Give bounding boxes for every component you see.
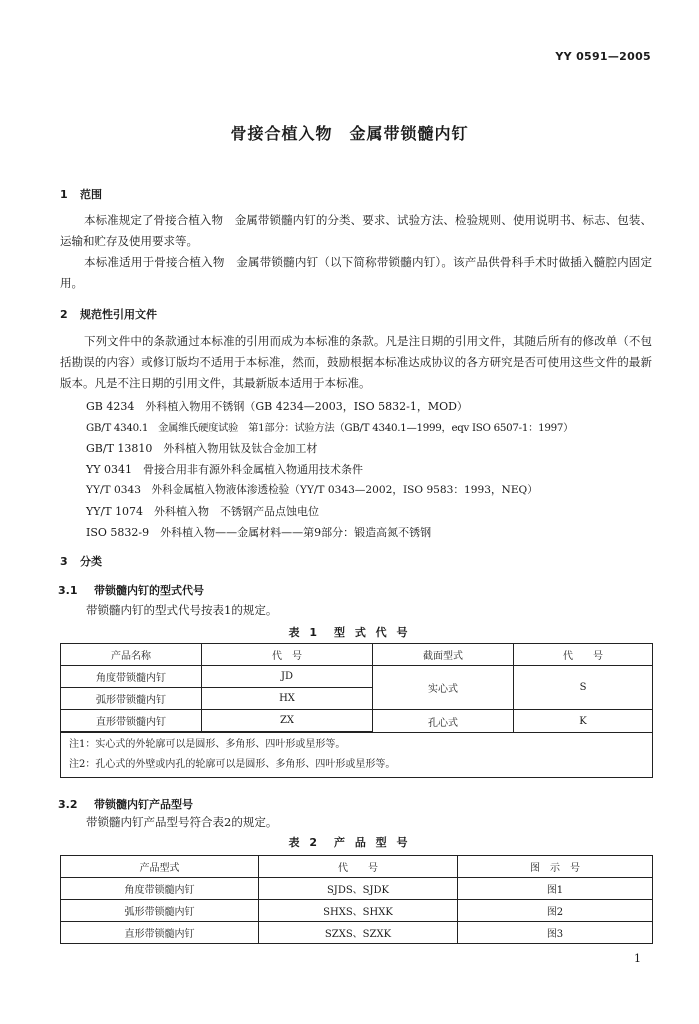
table-row [61, 666, 653, 688]
section-1-heading [60, 186, 102, 202]
section-number: 1 [60, 188, 68, 201]
subsection-3-2-text: 带锁髓内钉产品型号符合表2的规定。 [86, 815, 278, 829]
table-cell: K [514, 710, 653, 733]
paragraph: 本标准适用于骨接合植入物 金属带锁髓内钉（以下简称带锁髓内钉）。该产品供骨科手术时做插入髓腔内固定用。 [60, 255, 652, 290]
table-header: 代 号 [259, 856, 458, 878]
section-title: 范围 [80, 188, 102, 201]
table-note: 注2：孔心式的外壁或内孔的轮廓可以是圆形、多角形、四叶形或星形等。 [69, 759, 396, 770]
table-note: 注1：实心式的外轮廓可以是圆形、多角形、四叶形或星形等。 [69, 739, 346, 750]
table-cell: 角度带锁髓内钉 [61, 666, 202, 688]
table-header: 产品名称 [61, 644, 202, 666]
table-row [61, 710, 653, 732]
section-number: 3.1 [58, 584, 78, 597]
standard-number: YY 0591—2005 [555, 50, 651, 63]
table-cell: 直形带锁髓内钉 [61, 710, 202, 732]
section-1-body [60, 210, 652, 294]
table-row [61, 900, 653, 922]
table-1-caption: 表 1 型 式 代 号 [288, 626, 411, 639]
section-number: 2 [60, 308, 68, 321]
table-cell: 角度带锁髓内钉 [61, 878, 259, 900]
section-2-heading [60, 306, 157, 322]
subsection-3-2-heading [58, 796, 193, 812]
table-cell: JD [202, 666, 373, 688]
reference-item: YY/T 0343 外科金属植入物液体渗透检验（YY/T 0343—2002，ISO 9583：1993，NEQ） [86, 484, 538, 496]
page-number: 1 [634, 952, 641, 965]
table-header: 图 示 号 [458, 856, 653, 878]
reference-item: GB/T 13810 外科植入物用钛及钛合金加工材 [86, 442, 318, 455]
table-row [61, 922, 653, 944]
section-title: 分类 [80, 555, 102, 568]
subsection-3-1-heading [58, 582, 204, 598]
section-title: 规范性引用文件 [80, 308, 157, 321]
table-2-caption: 表 2 产 品 型 号 [288, 836, 411, 849]
table-header: 代 号 [514, 644, 653, 666]
reference-item: GB/T 4340.1 金属维氏硬度试验 第1部分：试验方法（GB/T 4340.1—1999，eqv ISO 6507-1：1997） [86, 422, 574, 434]
paragraph: 下列文件中的条款通过本标准的引用而成为本标准的条款。凡是注日期的引用文件，其随后所有的修改单（不包括勘误的内容）或修订版均不适用于本标准，然而，鼓励根据本标准达成协议的各方研究是否可使用这些文件的最新版本。凡是不注日期的引用文件，其最新版本适用于本标准。 [60, 334, 652, 390]
paragraph: 本标准规定了骨接合植入物 金属带锁髓内钉的分类、要求、试验方法、检验规则、使用说明书、标志、包装、运输和贮存及使用要求等。 [60, 213, 652, 248]
table-cell: 弧形带锁髓内钉 [61, 688, 202, 710]
section-3-heading [60, 553, 102, 569]
table-cell: S [514, 666, 653, 710]
reference-item: YY 0341 骨接合用非有源外科金属植入物通用技术条件 [86, 463, 364, 476]
table-1 [60, 643, 653, 778]
section-title: 带锁髓内钉产品型号 [94, 798, 193, 811]
table-cell: 图3 [458, 922, 653, 944]
table-cell: SHXS、SHXK [259, 900, 458, 922]
table-cell: 孔心式 [373, 710, 514, 733]
table-cell: 弧形带锁髓内钉 [61, 900, 259, 922]
document-title: 骨接合植入物 金属带锁髓内钉 [230, 124, 469, 143]
section-number: 3 [60, 555, 68, 568]
subsection-3-1-text: 带锁髓内钉的型式代号按表1的规定。 [86, 603, 278, 617]
table-row [61, 878, 653, 900]
section-number: 3.2 [58, 798, 78, 811]
reference-item: GB 4234 外科植入物用不锈钢（GB 4234—2003，ISO 5832-1，MOD） [86, 400, 468, 413]
table-notes [61, 733, 653, 778]
table-header: 截面型式 [373, 644, 514, 666]
table-header: 产品型式 [61, 856, 259, 878]
table-cell: 图1 [458, 878, 653, 900]
table-cell: SJDS、SJDK [259, 878, 458, 900]
table-cell: SZXS、SZXK [259, 922, 458, 944]
table-cell: 实心式 [373, 666, 514, 710]
reference-item: ISO 5832-9 外科植入物——金属材料——第9部分：锻造高氮不锈钢 [86, 526, 432, 539]
section-title: 带锁髓内钉的型式代号 [94, 584, 204, 597]
table-header: 代 号 [202, 644, 373, 666]
reference-item: YY/T 1074 外科植入物 不锈钢产品点蚀电位 [86, 505, 320, 518]
table-cell: HX [202, 688, 373, 710]
table-cell: ZX [202, 710, 373, 732]
table-cell: 直形带锁髓内钉 [61, 922, 259, 944]
table-cell: 图2 [458, 900, 653, 922]
section-2-body [60, 331, 652, 394]
table-2 [60, 855, 653, 944]
